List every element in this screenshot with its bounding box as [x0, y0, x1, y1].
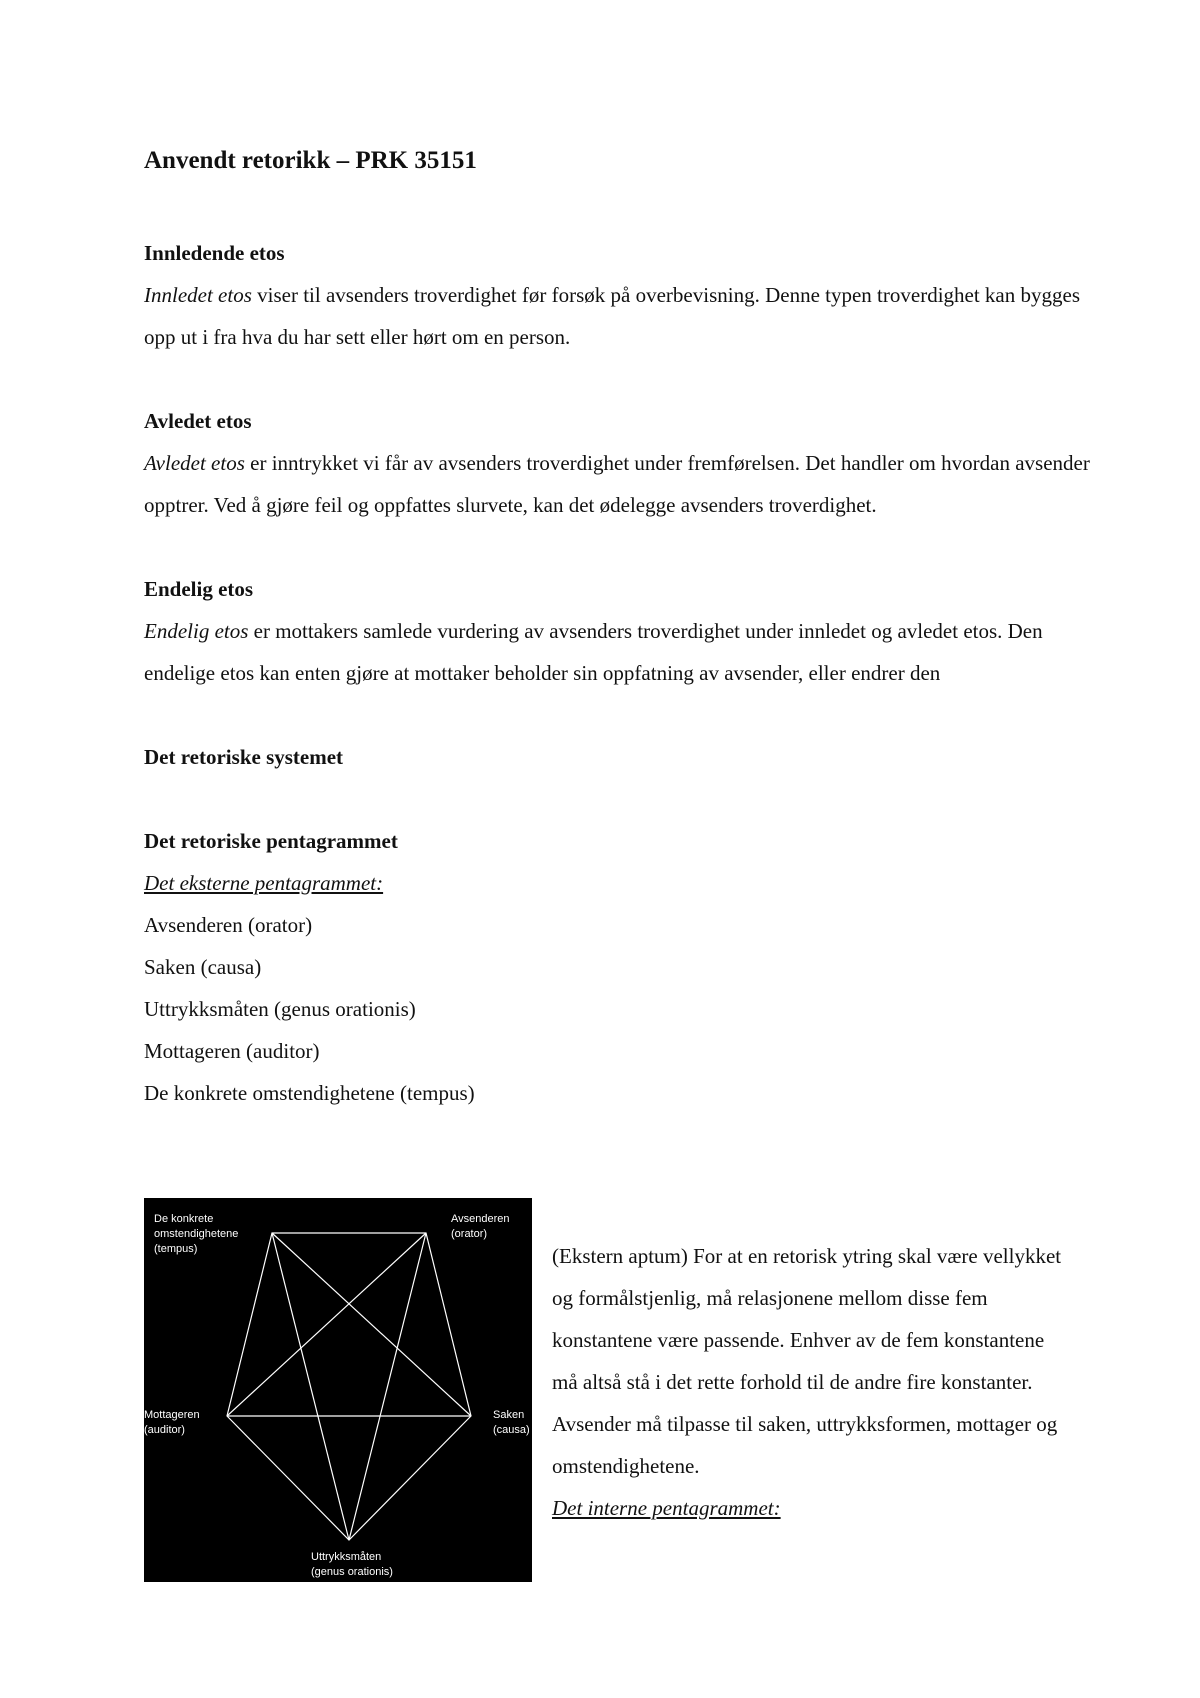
term-innledet-etos: Innledet etos — [144, 283, 252, 307]
list-item-tempus: De konkrete omstendighetene (tempus) — [144, 1081, 475, 1105]
term-endelig-etos: Endelig etos — [144, 619, 249, 643]
heading-retoriske-pentagrammet: Det retoriske pentagrammet — [144, 829, 398, 853]
heading-retoriske-systemet: Det retoriske systemet — [144, 745, 344, 769]
text-innledende-etos: viser til avsenders troverdighet før forsøk på overbevisning. Denne typen troverdighet kan bygges opp ut i fra hva du har sett eller hørt om en person. — [144, 283, 1080, 349]
star-line-4 — [349, 1233, 426, 1540]
heading-avledet-etos: Avledet etos — [144, 409, 252, 433]
label-causa: Saken (causa) — [493, 1409, 530, 1436]
star-line-1 — [272, 1233, 471, 1416]
pentagram-diagram — [144, 1198, 532, 1582]
heading-innledende-etos: Innledende etos — [144, 241, 285, 265]
label-tempus: De konkrete omstendighetene (tempus) — [154, 1213, 239, 1255]
text-endelig-etos: er mottakers samlede vurdering av avsenders troverdighet under innledet og avledet etos. Den endelige etos kan enten gjøre at mottaker beholder sin oppfatning av avsender, eller endrer den — [144, 619, 1043, 685]
label-genus: Uttrykksmåten (genus orationis) — [311, 1551, 393, 1578]
list-item-causa: Saken (causa) — [144, 955, 262, 979]
document-body — [144, 232, 1094, 1114]
text-avledet-etos: er inntrykket vi får av avsenders troverdighet under fremførelsen. Det handler om hvordan avsender opptrer. Ved å gjøre feil og oppfattes slurvete, kan det ødelegge avsenders troverdighet. — [144, 451, 1090, 517]
pentagon-outline — [227, 1233, 471, 1540]
list-item-auditor: Mottageren (auditor) — [144, 1039, 320, 1063]
label-auditor: Mottageren (auditor) — [144, 1409, 200, 1436]
pentagram-figure — [144, 1198, 532, 1582]
subheading-eksterne-pentagrammet: Det eksterne pentagrammet: — [144, 871, 384, 895]
subheading-interne-pentagrammet: Det interne pentagrammet: — [552, 1496, 781, 1520]
paragraph-ekstern-aptum: (Ekstern aptum) For at en retorisk ytring skal være vellykket og formålstjenlig, må relasjonene mellom disse fem konstantene være passende. Enhver av de fem konstantene må altså stå i det rette forhold til de andre fire konstanter. Avsender må tilpasse til saken, uttrykksformen, mottager og omstendighetene. — [552, 1244, 1062, 1478]
list-item-orator: Avsenderen (orator) — [144, 913, 313, 937]
list-item-genus: Uttrykksmåten (genus orationis) — [144, 997, 416, 1021]
paragraph-endelig-etos — [144, 610, 1094, 694]
star-line-2 — [272, 1233, 349, 1540]
heading-endelig-etos: Endelig etos — [144, 577, 254, 601]
star-line-3 — [227, 1233, 426, 1416]
document-title: Anvendt retorikk – PRK 35151 — [144, 147, 477, 174]
label-orator: Avsenderen (orator) — [451, 1213, 510, 1240]
paragraph-avledet-etos — [144, 442, 1094, 526]
paragraph-innledende-etos — [144, 274, 1094, 358]
term-avledet-etos: Avledet etos — [144, 451, 245, 475]
